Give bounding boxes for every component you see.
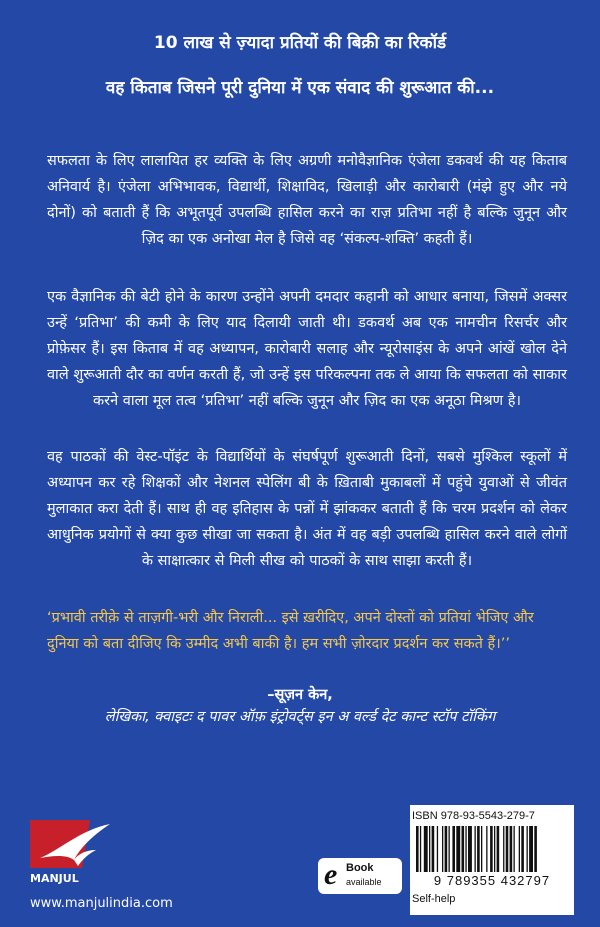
barcode-number: 9 789355 432797 xyxy=(433,873,551,888)
ebook-badge-sub: available xyxy=(346,877,382,887)
blurb-paragraph-2: एक वैज्ञानिक की बेटी होने के कारण उन्होंने अपनी दमदार कहानी को आधार बनाया, जिसमें अक्सर उन्हें ‘प्रतिभा’ की कमी के लिए याद दिलायी जाती थी। डकवर्थ अब एक नामचीन रिसर्चर और प्रोफ़ेसर हैं। इस किताब में वह अध्यापन, कारोबारी सलाह और न्यूरोसाइंस के अपने आंखें खोल देने वाले शुरूआती दौर का वर्णन करती हैं, जो उन्हें इस परिकल्पना तक ले आया कि सफलता को साकार करने वाला मूल तत्व ‘प्रतिभा’ नहीं बल्कि जुनून और ज़िद का एक अनूठा मिश्रण है। xyxy=(47,289,567,409)
ebook-badge-label: Book xyxy=(346,862,374,874)
isbn-label: ISBN 978-93-5543-279-7 xyxy=(412,810,535,822)
tagline-conversation: वह किताब जिसने पूरी दुनिया में एक संवाद की शुरूआत की... xyxy=(105,78,495,98)
testimonial-author-description: लेखिका, क्वाइटः द पावर ऑफ़ इंट्रोवर्ट्स इन अ वर्ल्ड देट कान्ट स्टॉप टॉकिंग xyxy=(104,709,496,725)
book-category: Self-help xyxy=(412,893,456,905)
testimonial-quote: ‘प्रभावी तरीक़े से ताज़गी-भरी और निराली... इसे ख़रीदिए, अपने दोस्तों को प्रतियां भेजिए और दुनिया को बता दीजिए कि उम्मीद अभी बाकी है। हम सभी ज़ोरदार प्रदर्शन कर सकते हैं।’’ xyxy=(47,610,534,652)
blurb-paragraph-3: वह पाठकों की वेस्ट-पॉइंट के विद्यार्थियों के संघर्षपूर्ण शुरूआती दिनों, सबसे मुश्किल स्कूलों में अध्यापन कर रहे शिक्षकों और नेशनल स्पेलिंग बी के ख़िताबी मुकाबलों में पहुंचे युवाओं से जीवंत मुलाकात करा देती हैं। साथ ही वह इतिहास के पन्नों में झांककर बताती हैं कि चरम प्रदर्शन को लेकर आधुनिक प्रयोगों से क्या कुछ सीखा जा सकता है। अंत में वह बड़ी उपलब्धि हासिल करने वाले लोगों के साक्षात्कार से मिली सीख को पाठकों के साथ साझा करती हैं। xyxy=(47,449,567,569)
blurb-paragraph-1: सफलता के लिए लालायित हर व्यक्ति के लिए अग्रणी मनोवैज्ञानिक एंजेला डकवर्थ की यह किताब अनिवार्य है। एंजेला अभिभावक, विद्यार्थी, शिक्षाविद, खिलाड़ी और कारोबारी (मंझे हुए और नये दोनों) को बताती हैं कि अभूतपूर्व उपलब्धि हासिल करने का राज़ प्रतिभा नहीं है बल्कि जुनून और ज़िद का एक अनोखा मेल है जिसे वह ‘संकल्प-शक्ति’ कहती हैं। xyxy=(47,153,567,247)
ebook-e-icon: e xyxy=(324,858,338,891)
publisher-logo-text: MANJUL xyxy=(30,872,79,885)
tagline-sales-record: 10 लाख से ज़्यादा प्रतियों की बिक्री का रिकॉर्ड xyxy=(153,33,447,53)
testimonial-author: –सूज़न केन, xyxy=(267,687,333,703)
publisher-website: www.manjulindia.com xyxy=(30,896,173,911)
barcode-icon xyxy=(416,826,568,872)
